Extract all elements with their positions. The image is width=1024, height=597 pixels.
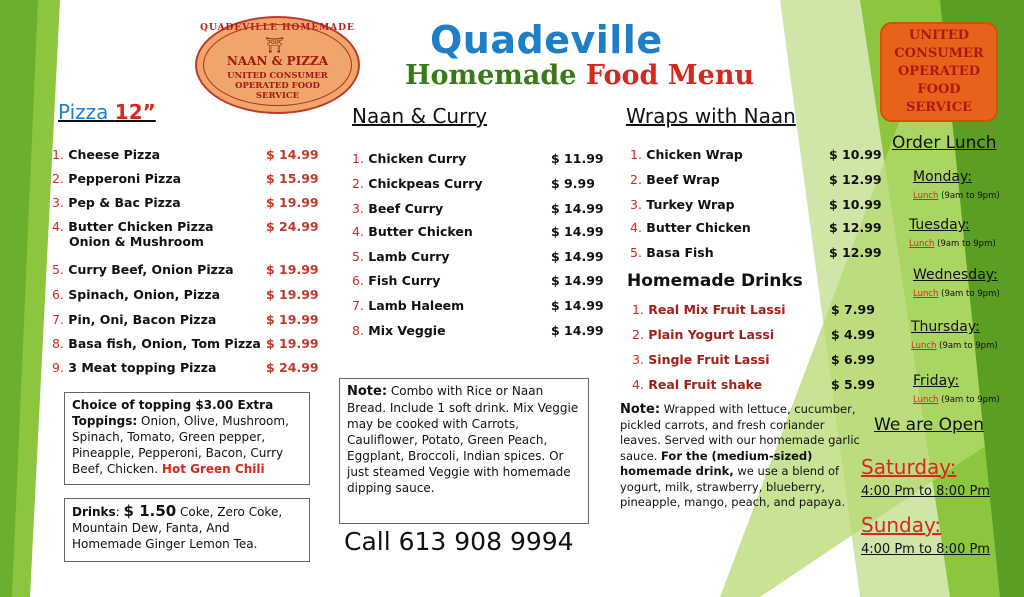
lunch-link[interactable]: Lunch (913, 289, 939, 299)
service-badge: UNITED CONSUMER OPERATED FOOD SERVICE (880, 22, 998, 122)
item-number: 8. (52, 336, 64, 351)
lunch-time: (9am to 9pm) (938, 395, 1000, 405)
lunch-time: (9am to 9pm) (938, 191, 1000, 201)
item-name: Basa Fish (646, 245, 714, 260)
item-number: 2. (352, 176, 364, 191)
item-name: Curry Beef, Onion Pizza (68, 262, 234, 277)
item-number: 7. (52, 312, 64, 327)
item-name: Spinach, Onion, Pizza (68, 287, 221, 302)
item-name: Plain Yogurt Lassi (648, 327, 775, 342)
pizza-section-title: Pizza 12” (58, 100, 156, 124)
item-price: $ 24.99 (266, 360, 319, 375)
item-number: 8. (352, 323, 364, 338)
item-name: Pepperoni Pizza (68, 171, 182, 186)
menu-item (52, 312, 216, 327)
menu-item (52, 336, 261, 351)
wraps-note-text: Wrapped with lettuce, cucumber, pickled carrots, and fresh coriander leaves. Served with our homemade garlic sauce. (620, 402, 860, 463)
item-number: 6. (352, 273, 364, 288)
lunch-time: (9am to 9pm) (938, 289, 1000, 299)
item-price: $ 14.99 (551, 273, 604, 288)
saturday-label: Saturday: (861, 455, 957, 479)
item-name: 3 Meat topping Pizza (68, 360, 217, 375)
item-price: $ 19.99 (266, 262, 319, 277)
menu-item (630, 245, 714, 260)
weekday-label: Thursday: (911, 319, 980, 335)
item-number: 9. (52, 360, 64, 375)
weekday-label: Tuesday: (909, 217, 970, 233)
item-name: Chicken Wrap (646, 147, 743, 162)
logo-top-text: QUADEVILLE HOMEMADE (200, 23, 355, 33)
item-price: $ 14.99 (551, 323, 604, 338)
item-name: Mix Veggie (368, 323, 446, 338)
item-name: Chicken Curry (368, 151, 467, 166)
logo (195, 16, 360, 114)
item-number: 2. (52, 171, 64, 186)
item-price: $ 14.99 (551, 249, 604, 264)
item-price: $ 14.99 (551, 201, 604, 216)
item-price: $ 10.99 (829, 197, 882, 212)
wraps-note (620, 402, 860, 511)
wraps-section-title: Wraps with Naan (626, 104, 796, 128)
menu-item (632, 327, 774, 342)
menu-item (52, 360, 216, 375)
logo-mid-text: NAAN & PIZZA (226, 54, 329, 68)
menu-item (52, 219, 214, 249)
menu-item (630, 147, 743, 162)
item-price: $ 19.99 (266, 195, 319, 210)
item-price: $ 10.99 (829, 147, 882, 162)
topping-heading: Choice of topping $3.00 Extra (72, 398, 274, 412)
topping-box (64, 392, 310, 485)
item-number: 3. (52, 195, 64, 210)
pizza-drinks-box: Drinks: $ 1.50 Coke, Zero Coke, Mountain Dew, Fanta, And Homemade Ginger Lemon Tea. (64, 498, 310, 562)
menu-item (352, 224, 473, 239)
item-price: $ 6.99 (831, 352, 875, 367)
item-number: 6. (52, 287, 64, 302)
menu-item (352, 151, 466, 166)
item-price: $ 9.99 (551, 176, 595, 191)
menu-item (52, 287, 220, 302)
pagoda-icon: ⛩ (265, 36, 285, 54)
lunch-link[interactable]: Lunch (911, 341, 937, 351)
item-number: 4. (52, 219, 64, 234)
item-number: 1. (352, 151, 364, 166)
item-name: Lamb Haleem (368, 298, 465, 313)
menu-item (352, 176, 483, 191)
item-number: 1. (632, 302, 644, 317)
item-number: 7. (352, 298, 364, 313)
item-price: $ 5.99 (831, 377, 875, 392)
item-name: Butter Chicken Pizza (68, 219, 214, 234)
menu-item (352, 201, 443, 216)
sunday-time: 4:00 Pm to 8:00 Pm (861, 542, 990, 557)
menu-item (632, 352, 770, 367)
drinks-price: $ 1.50 (123, 502, 177, 520)
item-price: $ 24.99 (266, 219, 319, 234)
item-number: 1. (52, 147, 64, 162)
naan-section-title: Naan & Curry (352, 104, 488, 128)
item-name: Pep & Bac Pizza (68, 195, 181, 210)
item-name-line2: Onion & Mushroom (69, 234, 204, 249)
lunch-hours (913, 289, 1000, 299)
item-price: $ 12.99 (829, 172, 882, 187)
item-name: Beef Curry (368, 201, 444, 216)
item-name: Turkey Wrap (646, 197, 735, 212)
weekday-label: Monday: (913, 169, 972, 185)
menu-item (352, 249, 450, 264)
lunch-hours (913, 395, 1000, 405)
item-number: 4. (632, 377, 644, 392)
lunch-link[interactable]: Lunch (909, 239, 935, 249)
item-name: Beef Wrap (646, 172, 720, 187)
item-number: 1. (630, 147, 642, 162)
item-number: 2. (630, 172, 642, 187)
drinks-list: Coke, Zero Coke, Mountain Dew, Fanta, And Homemade Ginger Lemon Tea. (72, 505, 283, 551)
item-name: Butter Chicken (646, 220, 751, 235)
item-name: Cheese Pizza (68, 147, 161, 162)
topping-list: Onion, Olive, Mushroom, Spinach, Tomato, Green pepper, Pineapple, Pepperoni, Bacon, Curry Beef, Chicken. (72, 414, 289, 476)
naan-note-text: Combo with Rice or Naan Bread. Include 1 soft drink. Mix Veggie may be cooked with Carrots, Cauliflower, Potato, Green Peach, Eggplant, Broccoli, Indian spices. Or just steamed Veggie with homemade dipping sauce. (347, 384, 579, 495)
sunday-label: Sunday: (861, 513, 942, 537)
item-price: $ 7.99 (831, 302, 875, 317)
menu-item (52, 147, 160, 162)
item-number: 3. (630, 197, 642, 212)
item-name: Lamb Curry (368, 249, 450, 264)
drinks-section-title: Homemade Drinks (627, 271, 803, 291)
item-number: 2. (632, 327, 644, 342)
item-price: $ 14.99 (266, 147, 319, 162)
menu-item (52, 262, 234, 277)
menu-item (352, 323, 446, 338)
topping-label: Toppings: (72, 414, 138, 428)
item-price: $ 12.99 (829, 245, 882, 260)
item-number: 3. (632, 352, 644, 367)
item-number: 4. (352, 224, 364, 239)
lunch-hours (913, 191, 1000, 201)
menu-item (632, 377, 762, 392)
weekday-label: Friday: (913, 373, 960, 389)
item-price: $ 19.99 (266, 312, 319, 327)
wraps-note-text2: we use a blend of yogurt, milk, strawberry, blueberry, pineapple, mango, peach, and papaya. (620, 464, 846, 509)
item-price: $ 14.99 (551, 298, 604, 313)
naan-note-label: Note: (347, 384, 388, 399)
item-name: Butter Chicken (368, 224, 473, 239)
item-number: 4. (630, 220, 642, 235)
topping-hot: Hot Green Chili (161, 462, 265, 476)
item-price: $ 15.99 (266, 171, 319, 186)
item-name: Single Fruit Lassi (648, 352, 770, 367)
order-lunch-title: Order Lunch (892, 133, 997, 153)
item-number: 3. (352, 201, 364, 216)
item-name: Basa fish, Onion, Tom Pizza (68, 336, 261, 351)
menu-item (632, 302, 786, 317)
item-name: Pin, Oni, Bacon Pizza (68, 312, 217, 327)
subtitle-food-menu: Food Menu (585, 60, 755, 91)
item-price: $ 14.99 (551, 224, 604, 239)
item-price: $ 19.99 (266, 336, 319, 351)
drinks-label: Drinks (72, 505, 116, 519)
weekday-label: Wednesday: (913, 267, 998, 283)
menu-item (630, 172, 720, 187)
item-name: Real Fruit shake (648, 377, 763, 392)
lunch-time: (9am to 9pm) (934, 239, 996, 249)
item-price: $ 11.99 (551, 151, 604, 166)
saturday-time: 4:00 Pm to 8:00 Pm (861, 484, 990, 499)
logo-bottom-text: UNITED CONSUMER OPERATED FOOD SERVICE (227, 71, 328, 101)
item-name: Fish Curry (368, 273, 441, 288)
item-name: Chickpeas Curry (368, 176, 483, 191)
menu-item (630, 197, 735, 212)
lunch-link[interactable]: Lunch (913, 395, 939, 405)
phone-number[interactable]: Call 613 908 9994 (344, 527, 574, 556)
lunch-hours (911, 341, 998, 351)
subtitle-homemade: Homemade (405, 60, 577, 91)
wraps-note-bold: For the (medium-sized) homemade drink, (620, 448, 813, 478)
menu-subtitle (405, 60, 754, 91)
item-price: $ 19.99 (266, 287, 319, 302)
item-price: $ 4.99 (831, 327, 875, 342)
menu-item (52, 195, 181, 210)
lunch-hours (909, 239, 996, 249)
wraps-note-label: Note: (620, 402, 661, 417)
menu-item (352, 298, 464, 313)
naan-note-box (339, 378, 589, 524)
item-price: $ 12.99 (829, 220, 882, 235)
item-number: 5. (52, 262, 64, 277)
menu-item (52, 171, 181, 186)
menu-item (352, 273, 440, 288)
lunch-link[interactable]: Lunch (913, 191, 939, 201)
item-number: 5. (352, 249, 364, 264)
menu-item (630, 220, 751, 235)
lunch-time: (9am to 9pm) (936, 341, 998, 351)
item-name: Real Mix Fruit Lassi (648, 302, 786, 317)
open-title: We are Open (874, 415, 984, 435)
brand-title: Quadeville (430, 18, 663, 62)
item-number: 5. (630, 245, 642, 260)
